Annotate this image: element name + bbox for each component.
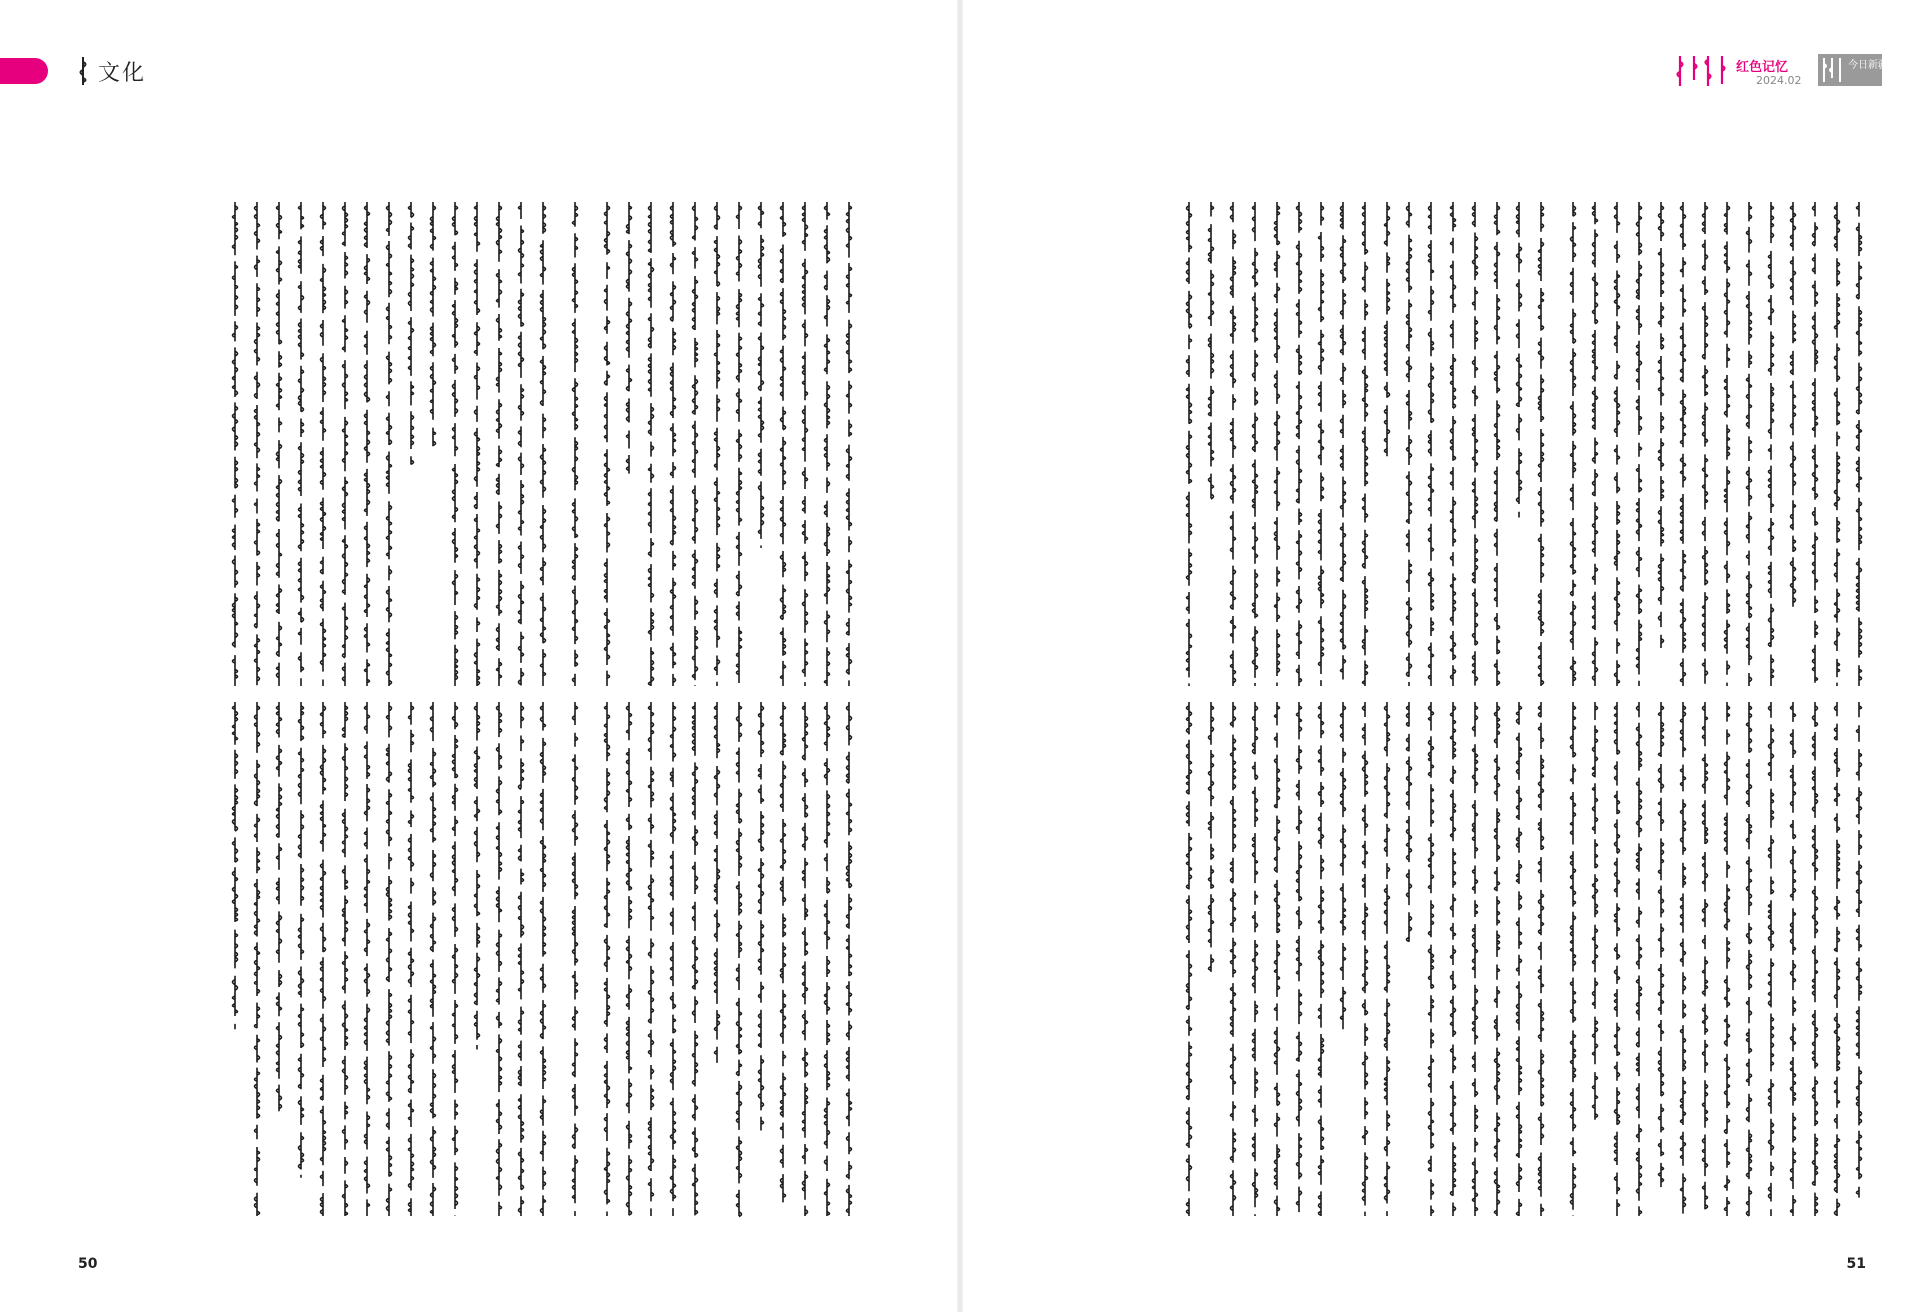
mongolian-text-line (728, 700, 750, 1220)
mongolian-text-line (1782, 200, 1804, 690)
mongolian-text-line (1650, 200, 1672, 690)
issue-date: 2024.02 (1756, 74, 1802, 87)
mongolian-text-line (268, 200, 290, 690)
mongolian-text-line (1738, 700, 1760, 1220)
mongolian-text-line (1672, 200, 1694, 690)
mongolian-text-line (1266, 200, 1288, 690)
mongolian-text-line (1804, 200, 1826, 690)
mongolian-text-line (684, 200, 706, 690)
mongolian-text-line (378, 700, 400, 1220)
mongolian-text-line (1398, 200, 1420, 690)
mongolian-text-line (356, 200, 378, 690)
mongolian-text-line (334, 700, 356, 1220)
mongolian-text-line (1584, 200, 1606, 690)
mongolian-text-line (334, 200, 356, 690)
mongolian-text-line (312, 200, 334, 690)
mongolian-text-line (532, 200, 554, 690)
mongolian-text-line (618, 200, 640, 690)
mongolian-text-line (596, 700, 618, 1220)
mongolian-text-line (532, 700, 554, 1220)
mongolian-text-line (1464, 200, 1486, 690)
mongolian-text-line (1332, 200, 1354, 690)
mongolian-text-line (772, 700, 794, 1220)
mongolian-text-line (268, 700, 290, 1220)
mongolian-text-line (662, 200, 684, 690)
mongolian-text-line (1606, 700, 1628, 1220)
mongolian-text-line (510, 200, 532, 690)
mongolian-text-line (1244, 700, 1266, 1220)
mongolian-text-line (290, 700, 312, 1220)
mongolian-text-line (750, 700, 772, 1220)
mongolian-text-line (1288, 200, 1310, 690)
mongolian-text-line (444, 200, 466, 690)
mongolian-text-line (1420, 200, 1442, 690)
mongolian-text-line (1310, 700, 1332, 1220)
mongolian-text-line (400, 200, 422, 690)
article-text-block-lower (90, 700, 860, 1220)
mongolian-text-line (1530, 200, 1552, 690)
mongolian-text-line (246, 200, 268, 690)
mongolian-text-line (1804, 700, 1826, 1220)
mongolian-text-line (816, 200, 838, 690)
mongolian-text-line (564, 200, 586, 690)
mongolian-text-line (596, 200, 618, 690)
mongolian-text-line (422, 200, 444, 690)
mongolian-text-line (1716, 700, 1738, 1220)
mongolian-text-line (684, 700, 706, 1220)
mongolian-text-line (1200, 700, 1222, 1220)
mongolian-text-line (794, 200, 816, 690)
mongolian-text-line (1782, 700, 1804, 1220)
mongolian-text-line (1376, 200, 1398, 690)
mongolian-text-line (1584, 700, 1606, 1220)
mongolian-text-line (1288, 700, 1310, 1220)
mongolian-text-line (1354, 200, 1376, 690)
mongolian-text-line (1826, 200, 1848, 690)
mongolian-text-line (1650, 700, 1672, 1220)
mongolian-text-line (1628, 200, 1650, 690)
mongolian-text-line (1508, 700, 1530, 1220)
mongolian-text-line (1672, 700, 1694, 1220)
page-number: 51 (1846, 1256, 1866, 1272)
magazine-section-title: 红色记忆 (1736, 60, 1789, 75)
mongolian-text-line (1354, 700, 1376, 1220)
mongolian-text-line (706, 200, 728, 690)
mongolian-text-line (838, 200, 860, 690)
mongolian-text-line (662, 700, 684, 1220)
mongolian-text-line (728, 200, 750, 690)
mongolian-text-line (618, 700, 640, 1220)
mongolian-text-line (1222, 700, 1244, 1220)
mongolian-text-line (1716, 200, 1738, 690)
mongolian-text-line (1606, 200, 1628, 690)
mongolian-text-line (356, 700, 378, 1220)
mongolian-text-line (400, 700, 422, 1220)
mongolian-text-line (466, 200, 488, 690)
mongolian-text-line (1738, 200, 1760, 690)
mongolian-script-glyph (76, 56, 90, 86)
mongolian-text-line (488, 200, 510, 690)
mongolian-text-line (838, 700, 860, 1220)
mongolian-text-line (1694, 700, 1716, 1220)
mongolian-text-line (1628, 700, 1650, 1220)
mongolian-script-glyph (1672, 54, 1732, 88)
article-text-block-upper (90, 200, 860, 690)
mongolian-text-line (1486, 200, 1508, 690)
mongolian-text-line (1694, 200, 1716, 690)
mongolian-text-line (1200, 200, 1222, 690)
mongolian-text-line (772, 200, 794, 690)
mongolian-text-line (510, 700, 532, 1220)
mongolian-text-line (1508, 200, 1530, 690)
mongolian-text-line (466, 700, 488, 1220)
mongolian-text-line (1420, 700, 1442, 1220)
mongolian-text-line (1178, 700, 1200, 1220)
mongolian-text-line (1464, 700, 1486, 1220)
mongolian-text-line (1442, 200, 1464, 690)
mongolian-text-line (1310, 200, 1332, 690)
mongolian-text-line (706, 700, 728, 1220)
mongolian-text-line (1178, 200, 1200, 690)
mongolian-text-line (246, 700, 268, 1220)
mongolian-text-line (640, 200, 662, 690)
article-text-block-lower (1020, 700, 1870, 1220)
section-title: 文化 (98, 61, 147, 86)
mongolian-text-line (1760, 200, 1782, 690)
section-tab-marker (0, 58, 48, 84)
mongolian-text-line (1562, 700, 1584, 1220)
mongolian-text-line (750, 200, 772, 690)
mongolian-text-line (1530, 700, 1552, 1220)
mongolian-text-line (422, 700, 444, 1220)
mongolian-text-line (1244, 200, 1266, 690)
mongolian-text-line (640, 700, 662, 1220)
mongolian-text-line (1826, 700, 1848, 1220)
mongolian-text-line (224, 700, 246, 1220)
mongolian-text-line (488, 700, 510, 1220)
page-number: 50 (78, 1256, 98, 1272)
mongolian-text-line (1848, 700, 1870, 1220)
mongolian-text-line (1848, 200, 1870, 690)
article-text-block-upper (1020, 200, 1870, 690)
mongolian-text-line (1562, 200, 1584, 690)
mongolian-text-line (794, 700, 816, 1220)
mongolian-text-line (290, 200, 312, 690)
mongolian-text-line (1398, 700, 1420, 1220)
mongolian-text-line (1332, 700, 1354, 1220)
mongolian-text-line (1266, 700, 1288, 1220)
mongolian-text-line (1486, 700, 1508, 1220)
mongolian-text-line (564, 700, 586, 1220)
magazine-header (1672, 50, 1892, 90)
mongolian-text-line (816, 700, 838, 1220)
mongolian-text-line (312, 700, 334, 1220)
mongolian-text-line (378, 200, 400, 690)
right-page (960, 0, 1920, 1312)
magazine-logo-icon (1818, 54, 1888, 86)
mongolian-text-line (444, 700, 466, 1220)
mongolian-text-line (1442, 700, 1464, 1220)
mongolian-text-line (1222, 200, 1244, 690)
mongolian-text-line (224, 200, 246, 690)
svg-text:今日新疆: 今日新疆 (1848, 60, 1888, 71)
mongolian-text-line (1376, 700, 1398, 1220)
mongolian-text-line (1760, 700, 1782, 1220)
